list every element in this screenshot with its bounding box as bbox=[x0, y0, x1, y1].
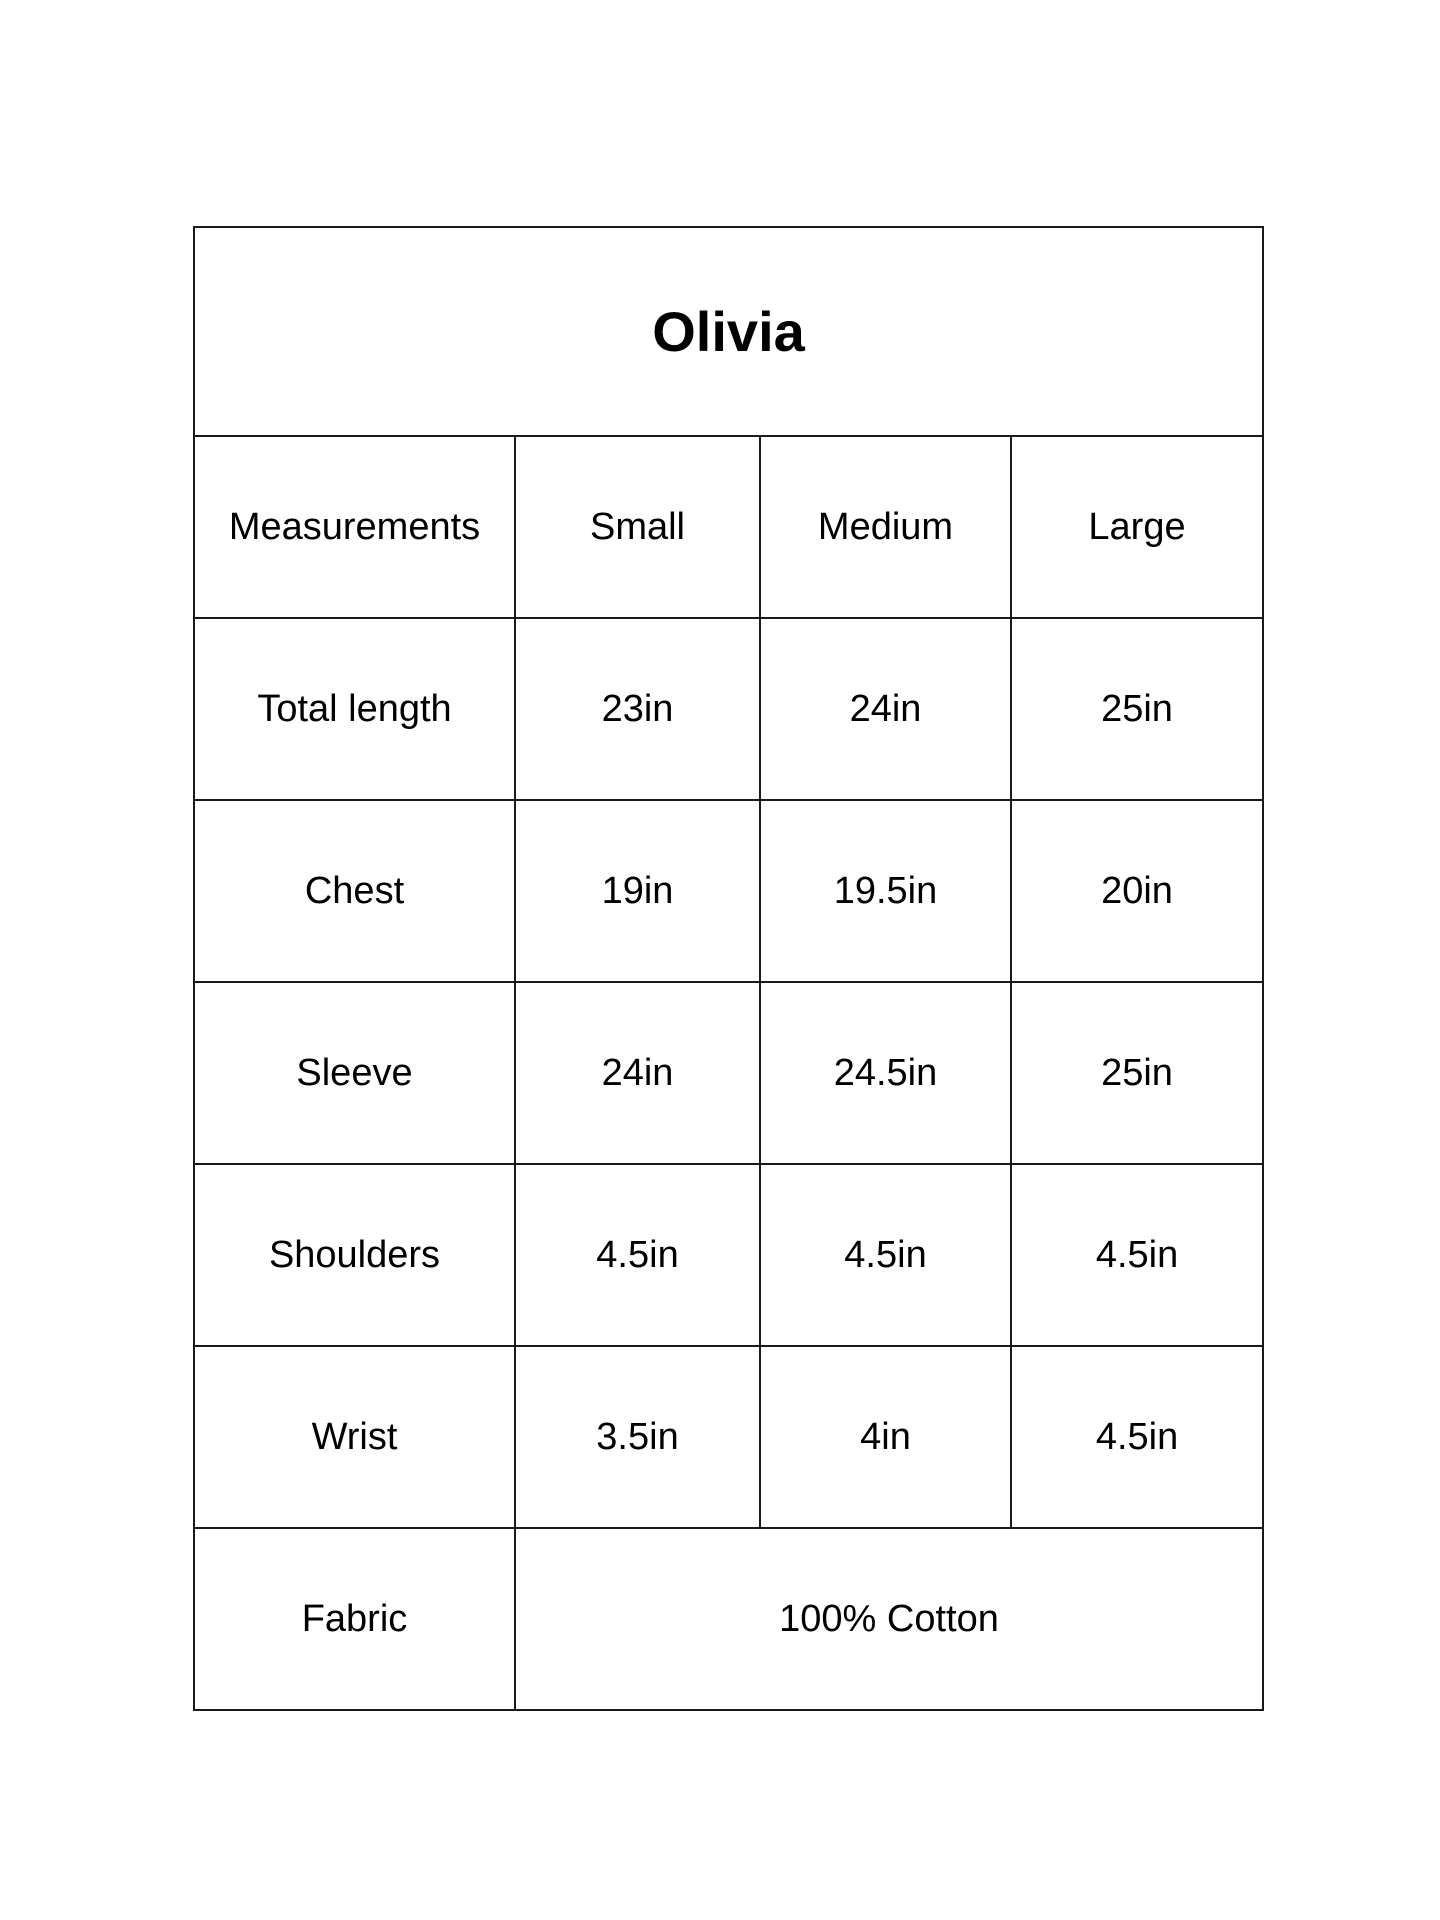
value-small: 24in bbox=[515, 982, 760, 1164]
value-large: 25in bbox=[1011, 982, 1263, 1164]
value-medium: 19.5in bbox=[760, 800, 1011, 982]
row-label: Chest bbox=[194, 800, 515, 982]
fabric-value: 100% Cotton bbox=[515, 1528, 1263, 1710]
fabric-label: Fabric bbox=[194, 1528, 515, 1710]
value-medium: 4in bbox=[760, 1346, 1011, 1528]
table-row bbox=[194, 800, 1263, 982]
header-size-large: Large bbox=[1011, 436, 1263, 618]
row-label: Wrist bbox=[194, 1346, 515, 1528]
fabric-row bbox=[194, 1528, 1263, 1710]
table-row bbox=[194, 982, 1263, 1164]
row-label: Total length bbox=[194, 618, 515, 800]
table-row bbox=[194, 1164, 1263, 1346]
table-row bbox=[194, 618, 1263, 800]
value-small: 23in bbox=[515, 618, 760, 800]
table-title: Olivia bbox=[194, 227, 1263, 436]
header-measurements: Measurements bbox=[194, 436, 515, 618]
value-large: 25in bbox=[1011, 618, 1263, 800]
value-medium: 24in bbox=[760, 618, 1011, 800]
row-label: Shoulders bbox=[194, 1164, 515, 1346]
size-chart-table bbox=[193, 226, 1264, 1711]
value-large: 20in bbox=[1011, 800, 1263, 982]
value-large: 4.5in bbox=[1011, 1346, 1263, 1528]
header-size-medium: Medium bbox=[760, 436, 1011, 618]
value-medium: 24.5in bbox=[760, 982, 1011, 1164]
header-row bbox=[194, 436, 1263, 618]
value-small: 19in bbox=[515, 800, 760, 982]
header-size-small: Small bbox=[515, 436, 760, 618]
value-medium: 4.5in bbox=[760, 1164, 1011, 1346]
row-label: Sleeve bbox=[194, 982, 515, 1164]
table-row bbox=[194, 1346, 1263, 1528]
value-small: 4.5in bbox=[515, 1164, 760, 1346]
title-row bbox=[194, 227, 1263, 436]
value-small: 3.5in bbox=[515, 1346, 760, 1528]
value-large: 4.5in bbox=[1011, 1164, 1263, 1346]
